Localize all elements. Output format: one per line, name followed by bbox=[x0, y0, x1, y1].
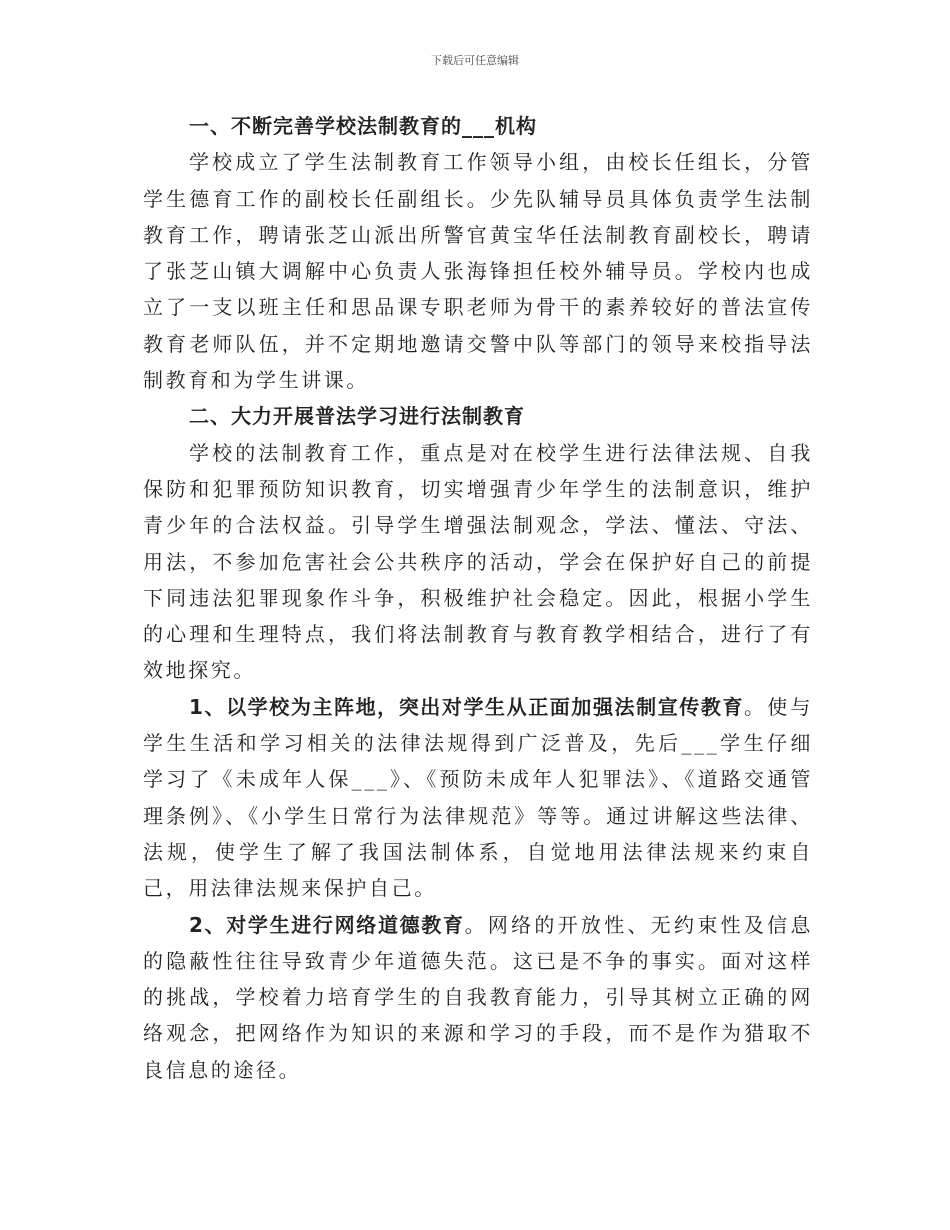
section-heading-2: 二、大力开展普法学习进行法制教育 bbox=[189, 404, 525, 429]
item-text-1: 。使与学生生活和学习相关的法律法规得到广泛普及，先后___学生仔细学习了《未成年人保___》、《预防未成年人犯罪法》、《道路交通管理条例》、《小学生日常行为法律规范》等等。通过讲解这些法律、法规，使学生了解了我国法制体系，自觉地用法律法规来约束自己，用法律法规来保护自己。 bbox=[143, 694, 813, 901]
item-paragraph-1 bbox=[143, 689, 813, 907]
section-heading-1: 一、不断完善学校法制教育的___机构 bbox=[189, 114, 537, 138]
item-lead-2: 2、对学生进行网络道德教育 bbox=[189, 912, 465, 937]
item-paragraph-2 bbox=[143, 907, 813, 1088]
item-lead-1: 1、以学校为主阵地，突出对学生从正面加强法制宣传教育 bbox=[189, 694, 745, 719]
section-paragraph-2: 学校的法制教育工作，重点是对在校学生进行法律法规、自我保防和犯罪预防知识教育，切实增强青少年学生的法制意识，维护青少年的合法权益。引导学生增强法制观念，学法、懂法、守法、用法，不参加危害社会公共秩序的活动，学会在保护好自己的前提下同违法犯罪现象作斗争，积极维护社会稳定。因此，根据小学生的心理和生理特点，我们将法制教育与教育教学相结合，进行了有效地探究。 bbox=[143, 440, 813, 683]
section-paragraph-1: 学校成立了学生法制教育工作领导小组，由校长任组长，分管学生德育工作的副校长任副组长。少先队辅导员具体负责学生法制教育工作，聘请张芝山派出所警官黄宝华任法制教育副校长，聘请了张芝山镇大调解中心负责人张海锋担任校外辅导员。学校内也成立了一支以班主任和思品课专职老师为骨干的素养较好的普法宣传教育老师队伍，并不定期地邀请交警中队等部门的领导来校指导法制教育和为学生讲课。 bbox=[143, 150, 813, 393]
page-header-note: 下载后可任意编辑 bbox=[431, 54, 519, 67]
item-text-2: 。网络的开放性、无约束性及信息的隐蔽性往往导致青少年道德失范。这已是不争的事实。面对这样的挑战，学校着力培育学生的自我教育能力，引导其树立正确的网络观念，把网络作为知识的来源和学习的手段，而不是作为猎取不良信息的途径。 bbox=[143, 912, 813, 1082]
document-body bbox=[143, 108, 813, 1088]
